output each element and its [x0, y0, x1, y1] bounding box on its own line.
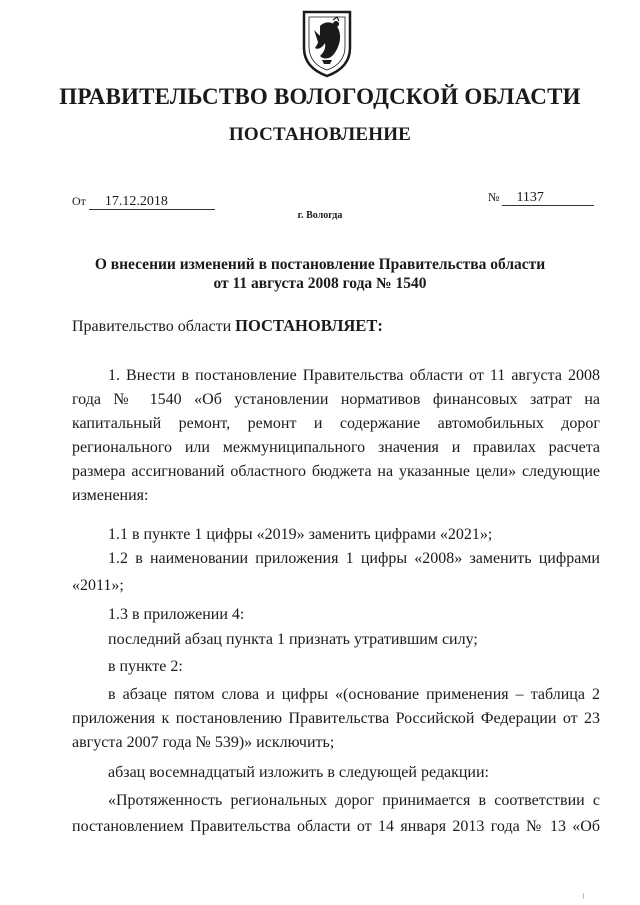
heading-line-2: от 11 августа 2008 года № 1540 — [213, 275, 427, 292]
item-1-2-line-a: 1.2 в наименовании приложения 1 цифры «2008» заменить цифрами — [108, 550, 600, 567]
item-1-2-line-b: «2011»; — [72, 577, 124, 594]
document-heading — [0, 255, 640, 293]
preamble-subject: Правительство области — [72, 318, 232, 335]
paragraph-eighteen-clause: абзац восемнадцатый изложить в следующей редакции: — [108, 764, 489, 781]
point-2-clause: в пункте 2: — [108, 658, 183, 675]
number-label: № — [488, 190, 500, 204]
heading-line-1: О внесении изменений в постановление Правительства области — [94, 256, 546, 273]
quote-line-a: «Протяженность региональных дорог принимается в соответствии с — [108, 792, 600, 809]
paragraph-five-clause: в абзаце пятом слова и цифры «(основание применения – таблица 2 приложения к постановлению Правительства Российской Федерации от 23 августа 2007 года № 539)» исключить; — [72, 686, 600, 751]
date-label: От — [72, 194, 86, 208]
number-value: 1137 — [502, 191, 594, 206]
item-1-paragraph: 1. Внести в постановление Правительства области от 11 августа 2008 года № 1540 «Об установлении нормативов финансовых затрат на капитальный ремонт, ремонт и содержание автомобильных дорог регионального или межмуниципального значения и правилах расчета размера ассигнований областного бюджета на указанные цели» следующие изменения: — [72, 367, 600, 504]
item-1-1: 1.1 в пункте 1 цифры «2019» заменить цифрами «2021»; — [108, 526, 493, 543]
number-field — [488, 190, 594, 206]
scan-mark — [583, 893, 584, 899]
date-value: 17.12.2018 — [89, 195, 215, 210]
coat-of-arms-emblem — [300, 8, 354, 78]
document-type: ПОСТАНОВЛЕНИЕ — [228, 124, 412, 145]
quote-line-b: постановлением Правительства области от 14 января 2013 года № 13 «Об — [72, 818, 600, 835]
preamble — [72, 316, 383, 336]
government-name: ПРАВИТЕЛЬСТВО ВОЛОГОДСКОЙ ОБЛАСТИ — [59, 84, 581, 109]
preamble-verb: ПОСТАНОВЛЯЕТ: — [235, 316, 383, 335]
date-field — [72, 194, 215, 210]
item-1-3: 1.3 в приложении 4: — [108, 606, 245, 623]
last-paragraph-clause: последний абзац пункта 1 признать утратившим силу; — [108, 631, 478, 648]
city: г. Вологда — [297, 210, 343, 221]
